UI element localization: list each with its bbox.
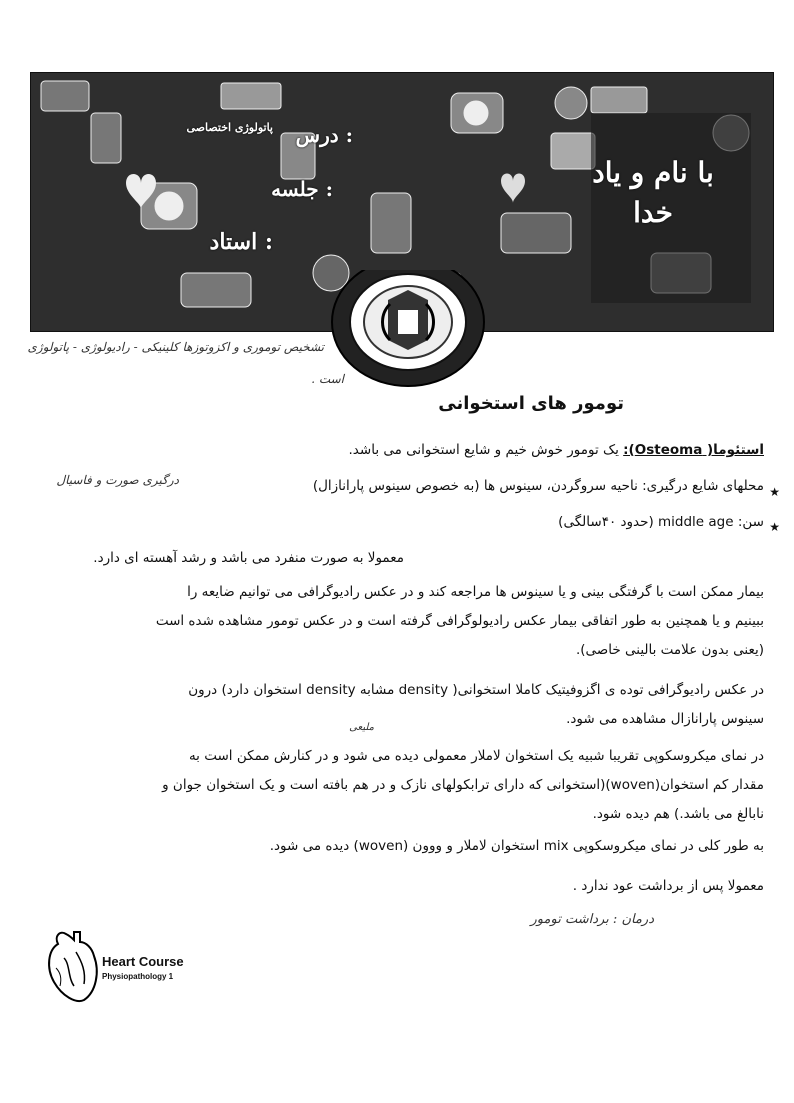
session-label: جلسه :	[271, 177, 333, 201]
handwritten-above-word: ملیعی	[349, 722, 374, 733]
handwritten-note-top: تشخیص توموری و اکزوتوزها کلینیکی - رادیولوژی - پاتولوژی	[27, 340, 324, 354]
bullet-age: سن: middle age (حدود ۴۰سالگی)	[558, 514, 764, 530]
course-label: درس :	[295, 123, 353, 147]
paragraph-microscopy-line1: در نمای میکروسکوپی تقریبا شبیه یک استخوان لاملار معمولی دیده می شود و در کنارش ممکن است به	[188, 748, 764, 764]
paragraph-symptoms-line1: بیمار ممکن است با گرفتگی بینی و یا سینوس ها مراجعه کند و در عکس رادیوگرافی می توانیم ضایعه را	[187, 584, 764, 600]
paragraph-symptoms-line3: (یعنی بدون علامت بالینی خاصی).	[575, 642, 764, 658]
bullet-common-sites: محلهای شایع درگیری: ناحیه سروگردن، سینوس ها (به خصوص سینوس پارانازال)	[312, 478, 764, 494]
anatomical-heart-icon	[46, 928, 102, 1006]
banner-calligraphy: با نام و یاد خدا	[592, 156, 714, 229]
osteoma-label: استئوما( Osteoma):	[623, 442, 764, 458]
paragraph-solitary: معمولا به صورت منفرد می باشد و رشد آهسته ای دارد.	[93, 550, 404, 566]
paragraph-microscopy-line2: مقدار کم استخوان(woven)(استخوانی که دارای ترابکولهای نازک و در هم بافته است و یک استخوان جوان و	[162, 777, 764, 793]
paragraph-radiography-line2: سینوس پارانازال مشاهده می شود.	[566, 711, 764, 727]
course-value: پاتولوژی اختصاصی	[186, 121, 273, 134]
handwritten-side-note: درگیری صورت و فاسیال	[56, 473, 179, 487]
paragraph-recurrence: معمولا پس از برداشت عود ندارد .	[572, 878, 764, 894]
paragraph-mix: به طور کلی در نمای میکروسکوپی mix استخوان لاملار و ووون (woven) دیده می شود.	[269, 838, 764, 854]
university-emblem	[330, 270, 486, 390]
bullet-star-icon: ★	[769, 485, 780, 499]
bullet-star-icon: ★	[769, 520, 780, 534]
paragraph-microscopy-line3: نابالغ می باشد.) هم دیده شود.	[592, 806, 764, 822]
logo-subtitle: Physiopathology 1	[102, 972, 174, 981]
page-title: تومور های استخوانی	[438, 393, 624, 414]
osteoma-def-text: یک تومور خوش خیم و شایع استخوانی می باشد.	[348, 442, 619, 458]
teacher-label: استاد :	[209, 229, 273, 255]
handwritten-treatment: درمان : برداشت تومور	[530, 912, 654, 927]
logo-title: Heart Course	[102, 954, 184, 969]
paragraph-symptoms-line2: ببینیم و یا همچنین به طور اتفاقی بیمار عکس رادیولوگرافی گرفته است و در عکس تومور مشاهده شده است	[155, 613, 764, 629]
handwritten-note-top-2: است .	[311, 372, 344, 386]
osteoma-definition	[349, 434, 764, 467]
paragraph-radiography-line1: در عکس رادیوگرافی توده ی اگزوفیتیک کاملا استخوانی( density مشابه density استخوان دارد) درون	[188, 682, 764, 698]
